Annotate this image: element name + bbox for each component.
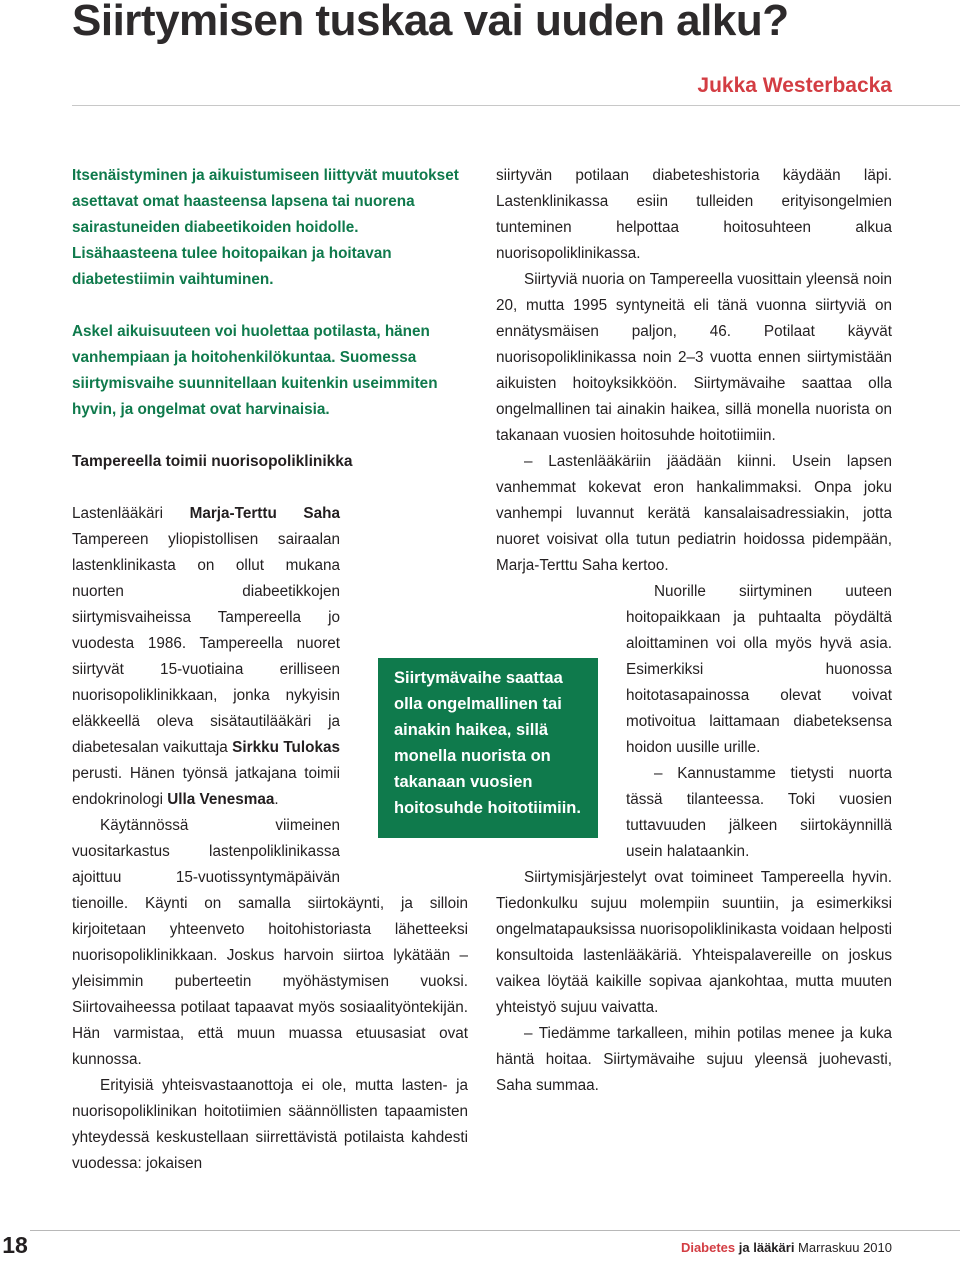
lead-paragraph-2: Askel aikuisuuteen voi huolettaa potilasta, hänen vanhempiaan ja hoitohenkilökuntaa. Suomessa siirtymisvaihe suunnitellaan kuitenkin useimmiten hyvin, ja ongelmat ovat harvinaisia.: [72, 323, 438, 418]
quote-wrap-region: [496, 579, 892, 865]
pull-quote: Siirtymävaihe saattaa olla ongelmallinen tai ainakin haikea, sillä monella nuorista on takanaan vuosien hoitosuhde hoitotiimiin.: [378, 658, 598, 838]
right-column: [496, 163, 892, 1099]
person-name: Sirkku Tulokas: [232, 739, 340, 756]
person-name: Ulla Venesmaa: [167, 791, 275, 808]
header-divider: [72, 105, 960, 106]
body-paragraph-right-5: – Kannustamme tietysti nuorta tässä tilanteessa. Toki vuosien tuttavuuden jälkeen siirtokäynnillä usein halataankin.: [626, 765, 892, 860]
person-name: Marja-Terttu Saha: [189, 505, 340, 522]
publication-name: Diabetes: [680, 1240, 736, 1255]
body-paragraph-right-1: siirtyvän potilaan diabeteshistoria käydään läpi. Lastenklinikassa esiin tulleiden erityisongelmien tunteminen helpottaa hoitosuhteen alkua nuorisopoliklinikassa.: [496, 167, 892, 262]
body-paragraph-right-4: Nuorille siirtyminen uuteen hoitopaikkaan ja puhtaalta pöydältä aloittaminen voi olla myös hyvä asia. Esimerkiksi huonossa hoitotasapainossa olevat voivat motivoitua laittamaan diabeteksensa hoidon uusille urille.: [626, 583, 892, 756]
body-paragraph-right-2: Siirtyviä nuoria on Tampereella vuosittain yleensä noin 20, mutta 1995 syntyneitä eli tänä vuonna siirtyviä on ennätysmäisen paljon, 46. Potilaat käyvät nuorisopoliklinikassa noin 2–3 vuotta ennen siirtymistään aikuisten hoitoyksikköön. Siirtymävaihe saattaa olla ongelmallinen tai ainakin haikea, sillä monella nuorista on takanaan vuosien hoitosuhde hoitotiimiin.: [496, 271, 892, 444]
body-paragraph-right-3: – Lastenlääkäriin jäädään kiinni. Usein lapsen vanhemmat kokevat eron hankalimmaksi. Onpa joku vanhempi luvannut kerätä kansalaisadressiakin, jotta nuoret voisivat olla tutun pediatrin hoidossa pidempään, Marja-Terttu Saha kertoo.: [496, 453, 892, 574]
body-paragraph-right-7: – Tiedämme tarkalleen, mihin potilas menee ja kuka häntä hoitaa. Siirtymävaihe sujuu yleensä juohevasti, Saha summaa.: [496, 1025, 892, 1094]
quote-space-right: [496, 579, 626, 865]
body-paragraph-left-3: Erityisiä yhteisvastaanottoja ei ole, mutta lasten- ja nuorisopoliklinikan hoitotiimien säännöllisten tapaamisten yhteydessä keskustellaan siirrettävistä potilaista kahdesti vuodessa: jokaisen: [72, 1077, 468, 1172]
section-subheading: Tampereella toimii nuorisopoliklinikka: [72, 453, 353, 470]
footer-divider: [30, 1230, 960, 1231]
publication-name-suffix: ja lääkäri: [735, 1240, 795, 1255]
lead-paragraph-1: Itsenäistyminen ja aikuistumiseen liittyvät muutokset asettavat omat haasteensa lapsena tai nuorena sairastuneiden diabeetikoiden hoidolle. Lisähaasteena tulee hoitopaikan ja hoitavan diabetestiimin vaihtuminen.: [72, 167, 459, 288]
body-paragraph-left-1: Lastenlääkäri Marja-Terttu Saha Tampereen yliopistollisen sairaalan lastenklinikasta on ollut mukana nuorten diabeetikkojen siirtymisvaiheissa Tampereella jo vuodesta 1986. Tampereella nuoret siirtyvät 15-vuotiaina erilliseen nuorisopoliklinikkaan, jonka nykyisin eläkkeellä oleva sisätautilääkäri ja diabetesalan vaikuttaja Sirkku Tulokas perusti. Hänen työnsä jatkajana toimii endokrinologi Ulla Venesmaa.: [72, 501, 468, 813]
body-paragraph-right-6: Siirtymisjärjestelyt ovat toimineet Tampereella hyvin. Tiedonkulku sujuu molempiin suuntiin, ja esimerkiksi ongelmatapauksissa nuorisopoliklinikasta voidaan helposti konsultoida lastenlääkäriä. Yhteispalavereille on joskus vaikea löytää kaikille sopivaa ajankohtaa, mutta muuten yhteistyö sujuu vaivatta.: [496, 869, 892, 1016]
page-number: 18: [2, 1232, 28, 1258]
publication-footer: [681, 1240, 892, 1255]
article-title: Siirtymisen tuskaa vai uuden alku?: [72, 0, 789, 45]
issue-date: Marraskuu 2010: [794, 1240, 892, 1255]
body-paragraph-left-2: Käytännössä viimeinen vuositarkastus lastenpoliklinikassa ajoittuu 15-vuotissyntymäpäivän tienoille. Käynti on samalla siirtokäynti, ja silloin kirjoitetaan yhteenveto hoitohistoriasta lähetteeksi nuorisopoliklinikkaan. Joskus harvoin siirtoa lykätään – yleisimmin puberteetin myöhästymisen vuoksi. Siirtovaiheessa potilaat tapaavat myös sosiaalityöntekijän. Hän varmistaa, että muun muassa etuusasiat ovat kunnossa.: [72, 817, 468, 1068]
author-name: Jukka Westerbacka: [697, 74, 892, 97]
